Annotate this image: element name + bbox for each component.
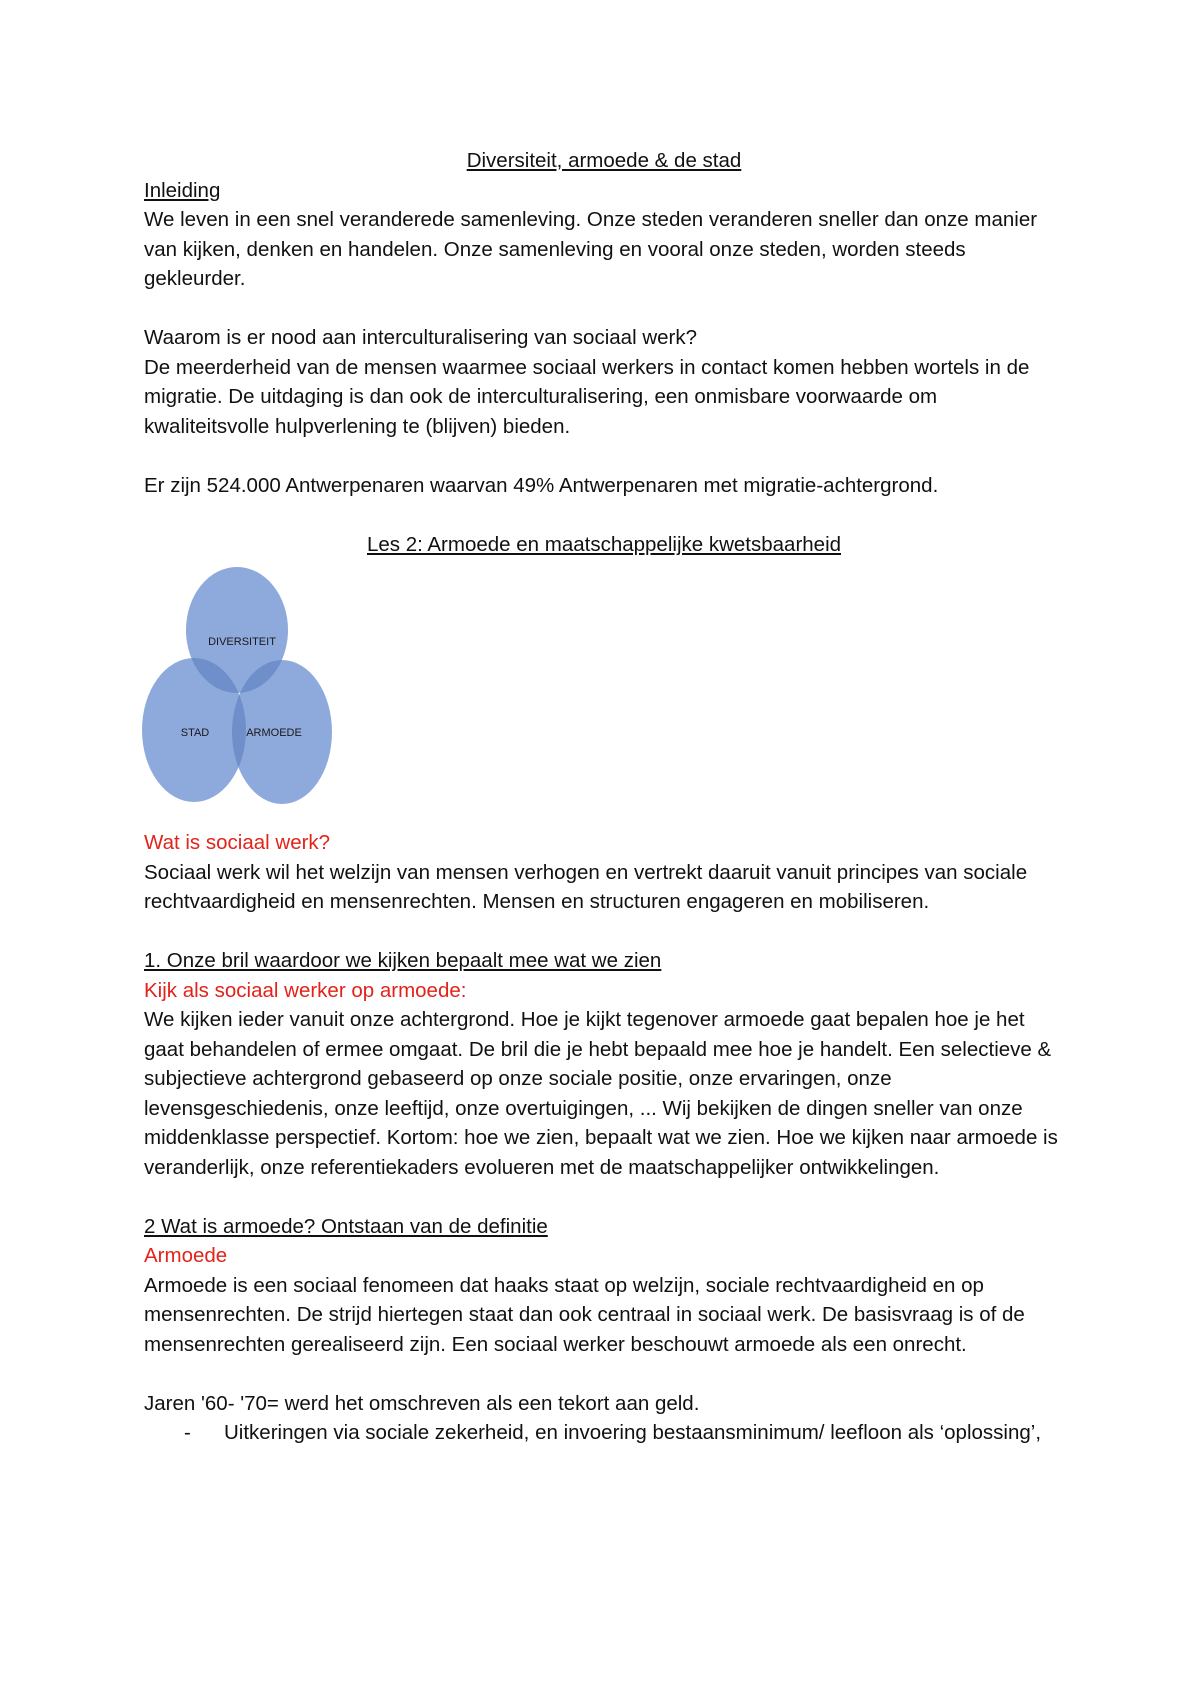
question-heading: Waarom is er nood aan interculturalisering van sociaal werk?: [144, 326, 697, 349]
intro-heading: Inleiding: [144, 178, 221, 202]
venn-label-stad: STAD: [180, 727, 210, 739]
les2-title: Les 2: Armoede en maatschappelijke kwetsbaarheid: [366, 532, 842, 556]
years-line: Jaren '60- '70= werd het omschreven als een tekort aan geld.: [144, 1391, 700, 1415]
question-paragraph: De meerderheid van de mensen waarmee sociaal werkers in contact komen hebben wortels in de migratie. De uitdaging is dan ook de interculturalisering, een onmisbare voorwaarde om kwaliteitsvolle hulpverlening te (blijven) bieden.: [144, 355, 1030, 438]
venn-label-armoede: ARMOEDE: [246, 727, 302, 739]
section2-heading: 2 Wat is armoede? Ontstaan van de definitie: [144, 1214, 548, 1238]
intro-paragraph: We leven in een snel veranderede samenleving. Onze steden veranderen sneller dan onze manier van kijken, denken en handelen. Onze samenleving en vooral onze steden, worden steeds gekleurder.: [144, 208, 1038, 290]
section1-heading: 1. Onze bril waardoor we kijken bepaalt mee wat we zien: [144, 949, 662, 972]
venn-label-diversiteit: DIVERSITEIT: [208, 636, 276, 648]
document-page: [144, 146, 1064, 1448]
list-bullet: -: [184, 1421, 191, 1444]
section2-subheading: Armoede: [144, 1244, 228, 1267]
stat-paragraph: Er zijn 524.000 Antwerpenaren waarvan 49% Antwerpenaren met migratie-achtergrond.: [144, 473, 939, 497]
list-item-text: Uitkeringen via sociale zekerheid, en invoering bestaansminimum/ leefloon als ‘oplossing’,: [224, 1421, 1042, 1444]
sociaal-werk-heading: Wat is sociaal werk?: [144, 831, 331, 854]
section2-paragraph: Armoede is een sociaal fenomeen dat haaks staat op welzijn, sociale rechtvaardigheid en op mensenrechten. De strijd hiertegen staat dan ook centraal in sociaal werk. De basisvraag is of de mensenrechten gerealiseerd zijn. Een sociaal werker beschouwt armoede als een onrecht.: [144, 1273, 1025, 1356]
sociaal-werk-paragraph: Sociaal werk wil het welzijn van mensen verhogen en vertrekt daaruit vanuit principes van sociale rechtvaardigheid en mensenrechten. Mensen en structuren engageren en mobiliseren.: [144, 860, 1028, 913]
venn-diagram: [142, 562, 332, 814]
list-item: [144, 1418, 1064, 1448]
section1-subheading: Kijk als sociaal werker op armoede:: [144, 978, 467, 1002]
section1-paragraph: We kijken ieder vanuit onze achtergrond. Hoe je kijkt tegenover armoede gaat bepalen hoe je het gaat behandelen of ermee omgaat. De bril die je hebt bepaald mee hoe je handelt. Een selectieve & subjectieve achtergrond gebaseerd op onze sociale positie, onze ervaringen, onze levensgeschiedenis, onze leeftijd, onze overtuigingen, ... Wij bekijken de dingen sneller van onze middenklasse perspectief. Kortom: hoe we zien, bepaalt wat we zien. Hoe we kijken naar armoede is veranderlijk, onze referentiekaders evolueren met de maatschappelijker ontwikkelingen.: [144, 1008, 1058, 1179]
document-title: Diversiteit, armoede & de stad: [466, 149, 742, 172]
